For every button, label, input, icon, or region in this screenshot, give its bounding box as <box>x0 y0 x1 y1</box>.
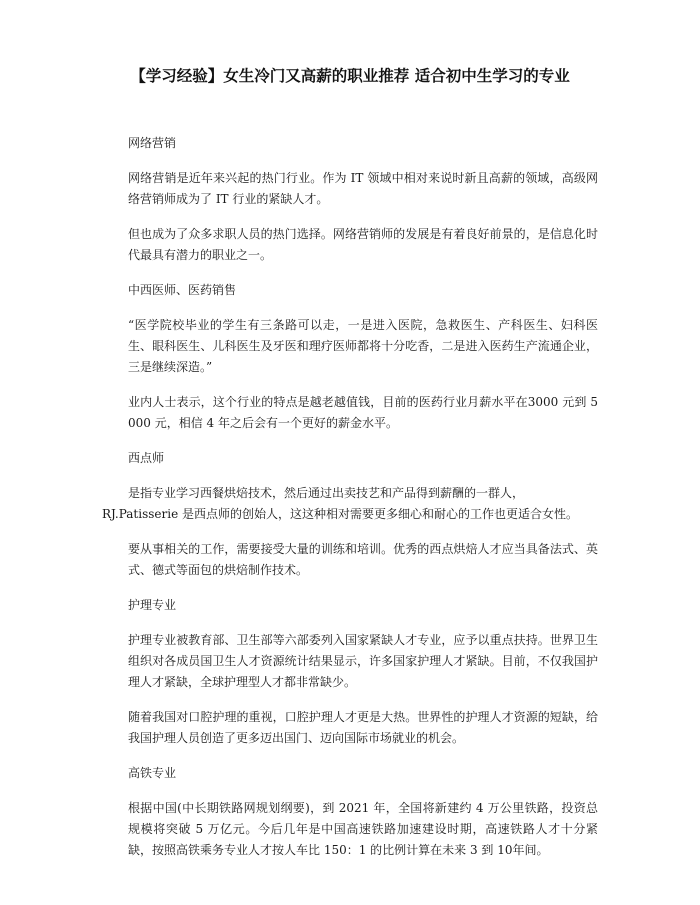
paragraph: 网络营销是近年来兴起的热门行业。作为 IT 领域中相对来说时新且高薪的领域，高级网络营销师成为了 IT 行业的紧缺人才。 <box>128 171 598 206</box>
paragraph: RJ.Patisserie 是西点师的创始人，这这种相对需要更多细心和耐心的工作也更适合女性。 <box>102 507 578 521</box>
paragraph: 是指专业学习西餐烘焙技术，然后通过出卖技艺和产品得到薪酬的一群人， <box>128 486 525 500</box>
paragraph: 随着我国对口腔护理的重视，口腔护理人才更是大热。世界性的护理人才资源的短缺，给我国护理人员创造了更多迈出国门、迈向国际市场就业的机会。 <box>128 710 598 745</box>
paragraph: 根据中国(中长期铁路网规划纲要)，到 2021 年，全国将新建约 4 万公里铁路，投资总规模将突破 5 万亿元。今后几年是中国高速铁路加速建设时期，高速铁路人才十分紧缺，按照高铁乘务专业人才按人车比 150：1 的比例计算在未来 3 到 10年间。 <box>128 801 598 857</box>
paragraph-quote: “医学院校毕业的学生有三条路可以走，一是进入医院，急救医生、产科医生、妇科医生、眼科医生、儿科医生及牙医和理疗医师都将十分吃香，二是进入医药生产流通企业，三是继续深造。” <box>128 318 598 374</box>
paragraph: 业内人士表示，这个行业的特点是越老越值钱，目前的医药行业月薪水平在3000 元到 5000 元，相信 4 年之后会有一个更好的薪金水平。 <box>128 395 598 430</box>
section-heading-pastry-chef: 西点师 <box>128 451 165 465</box>
section-heading-nursing: 护理专业 <box>128 598 177 612</box>
section-heading-online-marketing: 网络营销 <box>128 136 177 150</box>
paragraph: 护理专业被教育部、卫生部等六部委列入国家紧缺人才专业，应予以重点扶持。世界卫生组织对各成员国卫生人才资源统计结果显示，许多国家护理人才紧缺。目前，不仅我国护理人才紧缺，全球护理型人才都非常缺少。 <box>128 633 598 689</box>
section-heading-medicine: 中西医师、医药销售 <box>128 283 237 297</box>
paragraph: 要从事相关的工作，需要接受大量的训练和培训。优秀的西点烘焙人才应当具备法式、英式、德式等面包的烘焙制作技术。 <box>128 542 598 577</box>
article-body <box>102 133 598 875</box>
paragraph: 但也成为了众多求职人员的热门选择。网络营销师的发展是有着良好前景的，是信息化时代最具有潜力的职业之一。 <box>128 227 598 262</box>
section-heading-high-speed-rail: 高铁专业 <box>128 766 177 780</box>
page-title: 【学习经验】女生冷门又高薪的职业推荐 适合初中生学习的专业 <box>130 67 570 85</box>
